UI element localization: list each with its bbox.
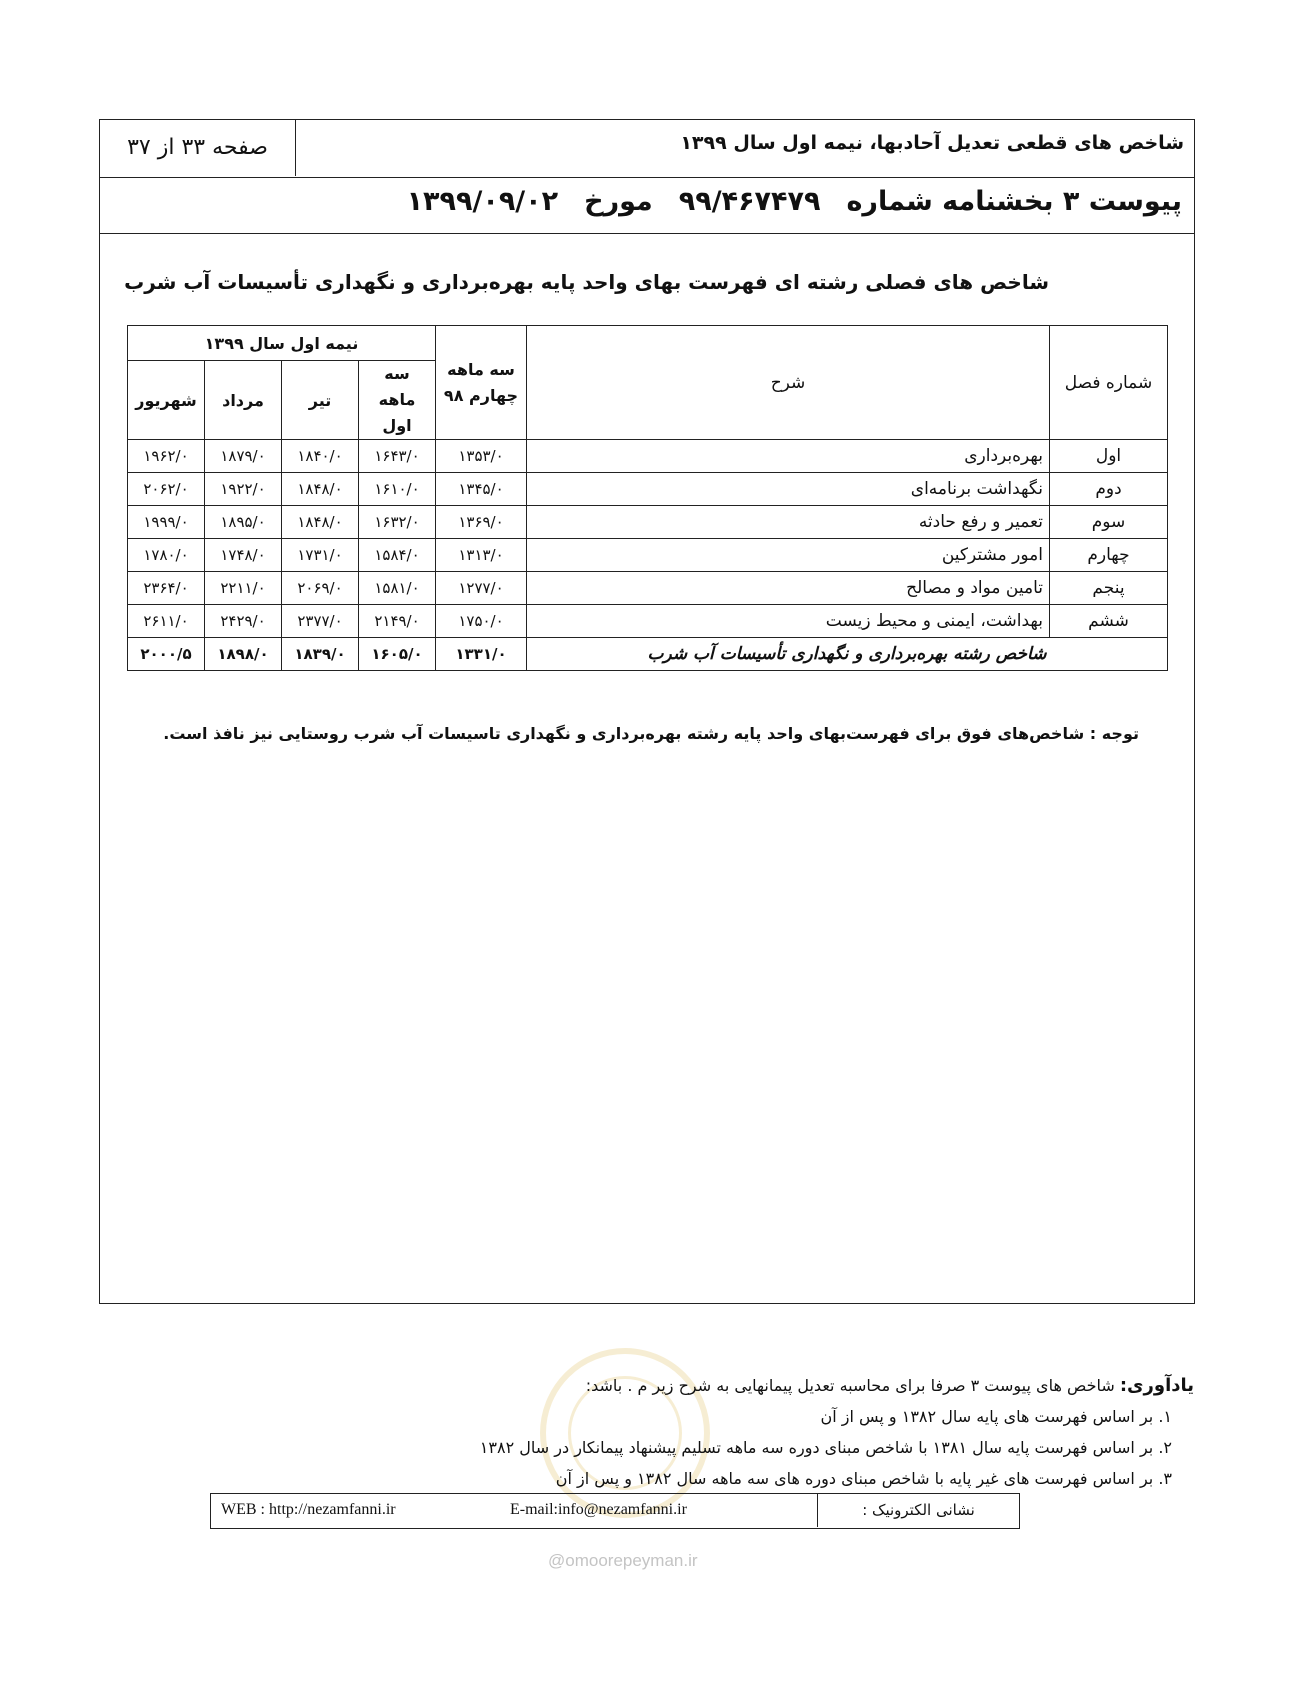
circular-label: پیوست ۳ بخشنامه شماره	[846, 186, 1182, 217]
reminder-item: ۱. بر اساس فهرست های پایه سال ۱۳۸۲ و پس از آن	[820, 1407, 1172, 1426]
cell-shahrivar: ۱۹۶۲/۰	[128, 440, 205, 473]
header-half-1399: نیمه اول سال ۱۳۹۹	[128, 326, 436, 361]
reminder-item: ۲. بر اساس فهرست پایه سال ۱۳۸۱ با شاخص مبنای دوره سه ماهه تسلیم پیشنهاد پیمانکار در سال ۱۳۸۲	[479, 1438, 1172, 1457]
cell-q4-98: ۱۳۶۹/۰	[436, 506, 527, 539]
index-table	[127, 325, 1168, 671]
total-tir: ۱۸۳۹/۰	[282, 638, 359, 671]
reminder-block	[480, 1370, 1194, 1494]
cell-description: بهره‌برداری	[527, 440, 1050, 473]
header-row	[100, 120, 1194, 178]
header-title: شاخص های قطعی تعدیل آحادبها، نیمه اول سال ۱۳۹۹	[680, 132, 1184, 154]
cell-q1: ۱۶۳۲/۰	[359, 506, 436, 539]
cell-chapter: سوم	[1050, 506, 1168, 539]
total-description: شاخص رشته بهره‌برداری و نگهداری تأسیسات آب شرب	[527, 638, 1168, 671]
circular-date: ۱۳۹۹/۰۹/۰۲	[406, 186, 559, 217]
total-mordad: ۱۸۹۸/۰	[205, 638, 282, 671]
circular-number: ۹۹/۴۶۷۴۷۹	[678, 186, 821, 217]
cell-tir: ۱۸۴۸/۰	[282, 473, 359, 506]
total-shahrivar: ۲۰۰۰/۵	[128, 638, 205, 671]
table-row	[128, 539, 1168, 572]
cell-shahrivar: ۲۰۶۲/۰	[128, 473, 205, 506]
cell-q1: ۲۱۴۹/۰	[359, 605, 436, 638]
circular-reference	[407, 186, 1182, 217]
cell-shahrivar: ۱۹۹۹/۰	[128, 506, 205, 539]
cell-q1: ۱۵۸۴/۰	[359, 539, 436, 572]
document-title: شاخص های فصلی رشته ای فهرست بهای واحد پایه بهره‌برداری و نگهداری تأسیسات آب شرب	[124, 270, 1049, 294]
cell-q4-98: ۱۳۴۵/۰	[436, 473, 527, 506]
contact-box	[210, 1493, 1020, 1529]
cell-shahrivar: ۲۶۱۱/۰	[128, 605, 205, 638]
total-q4-98: ۱۳۳۱/۰	[436, 638, 527, 671]
header-q1: سه ماهه اول	[359, 361, 436, 440]
cell-q4-98: ۱۳۵۳/۰	[436, 440, 527, 473]
cell-q1: ۱۶۴۳/۰	[359, 440, 436, 473]
cell-description: امور مشترکین	[527, 539, 1050, 572]
total-q1: ۱۶۰۵/۰	[359, 638, 436, 671]
cell-tir: ۲۰۶۹/۰	[282, 572, 359, 605]
cell-tir: ۱۸۴۸/۰	[282, 506, 359, 539]
reminder-intro	[480, 1370, 1194, 1401]
website-link[interactable]: WEB : http://nezamfanni.ir	[221, 1501, 396, 1518]
cell-mordad: ۲۲۱۱/۰	[205, 572, 282, 605]
cell-mordad: ۱۸۷۹/۰	[205, 440, 282, 473]
email-link[interactable]	[488, 1501, 687, 1519]
contact-label: نشانی الکترونیک :	[817, 1494, 1019, 1527]
header-chapter: شماره فصل	[1050, 326, 1168, 440]
cell-shahrivar: ۱۷۸۰/۰	[128, 539, 205, 572]
cell-chapter: دوم	[1050, 473, 1168, 506]
reminder-item: ۳. بر اساس فهرست های غیر پایه با شاخص مبنای دوره های سه ماهه سال ۱۳۸۲ و پس از آن	[555, 1469, 1172, 1488]
document-frame	[99, 119, 1195, 1304]
table-row	[128, 440, 1168, 473]
circular-date-label: مورخ	[584, 186, 653, 217]
reminder-lead: یادآوری:	[1119, 1375, 1194, 1396]
table-row	[128, 473, 1168, 506]
cell-q1: ۱۵۸۱/۰	[359, 572, 436, 605]
cell-description: بهداشت، ایمنی و محیط زیست	[527, 605, 1050, 638]
table-note: توجه : شاخص‌های فوق برای فهرست‌بهای واحد پایه رشته بهره‌برداری و نگهداری تاسیسات آب شرب روستایی نیز نافذ است.	[163, 724, 1139, 743]
email-address[interactable]: info@nezamfanni.ir	[557, 1501, 687, 1518]
cell-description: تعمیر و رفع حادثه	[527, 506, 1050, 539]
cell-mordad: ۲۴۲۹/۰	[205, 605, 282, 638]
cell-chapter: اول	[1050, 440, 1168, 473]
table-row	[128, 506, 1168, 539]
table-row	[128, 605, 1168, 638]
reminder-text: شاخص های پیوست ۳ صرفا برای محاسبه تعدیل پیمانهایی به شرح زیر م . باشد:	[585, 1376, 1115, 1395]
cell-q4-98: ۱۲۷۷/۰	[436, 572, 527, 605]
cell-q1: ۱۶۱۰/۰	[359, 473, 436, 506]
circular-row	[100, 178, 1194, 234]
cell-tir: ۱۷۳۱/۰	[282, 539, 359, 572]
watermark-text: @omoorepeyman.ir	[548, 1551, 698, 1570]
cell-chapter: ششم	[1050, 605, 1168, 638]
cell-chapter: پنجم	[1050, 572, 1168, 605]
cell-mordad: ۱۸۹۵/۰	[205, 506, 282, 539]
header-shahrivar: شهریور	[128, 361, 205, 440]
cell-description: تامین مواد و مصالح	[527, 572, 1050, 605]
cell-tir: ۱۸۴۰/۰	[282, 440, 359, 473]
header-description: شرح	[527, 326, 1050, 440]
cell-q4-98: ۱۷۵۰/۰	[436, 605, 527, 638]
header-q4-98: سه ماهه چهارم ۹۸	[436, 326, 527, 440]
cell-q4-98: ۱۳۱۳/۰	[436, 539, 527, 572]
cell-tir: ۲۳۷۷/۰	[282, 605, 359, 638]
cell-mordad: ۱۷۴۸/۰	[205, 539, 282, 572]
cell-mordad: ۱۹۲۲/۰	[205, 473, 282, 506]
header-mordad: مرداد	[205, 361, 282, 440]
cell-description: نگهداشت برنامه‌ای	[527, 473, 1050, 506]
header-tir: تیر	[282, 361, 359, 440]
cell-shahrivar: ۲۳۶۴/۰	[128, 572, 205, 605]
total-row	[128, 638, 1168, 671]
table-row	[128, 572, 1168, 605]
email-label: E-mail:	[510, 1501, 558, 1518]
cell-chapter: چهارم	[1050, 539, 1168, 572]
page-number: صفحه ۳۳ از ۳۷	[100, 120, 296, 176]
